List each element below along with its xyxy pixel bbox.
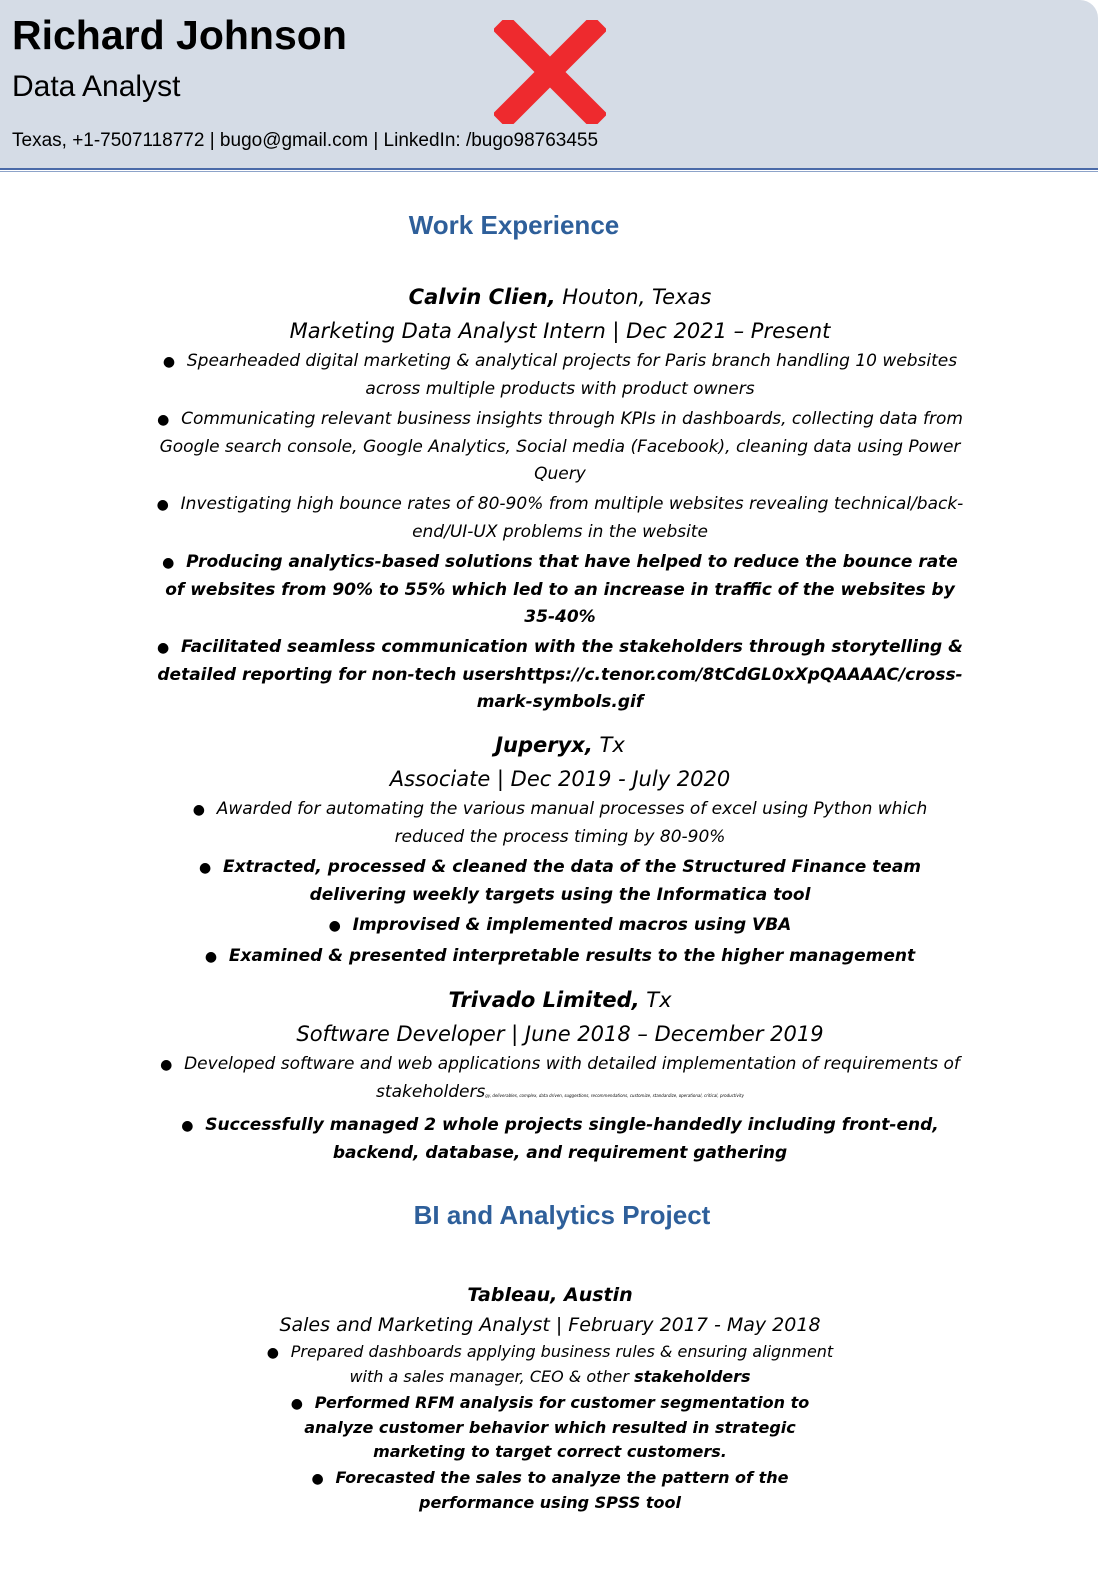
projects-section (250, 1280, 850, 1517)
list-item: ● Facilitated seamless communication with the stakeholders through storytelling & detailed reporting for non-tech usershttps://c.tenor.com/8tCdGL0xXpQAAAAC/cross-mark-symbols.gif (157, 637, 963, 712)
list-item: ● Forecasted the sales to analyze the pattern of the performance using SPSS tool (311, 1468, 789, 1512)
list-item: ● Extracted, processed & cleaned the data of the Structured Finance team delivering weekly targets using the Informatica tool (198, 857, 922, 905)
project-company: Tableau, Austin (467, 1284, 633, 1306)
list-item: ● Communicating relevant business insights through KPIs in dashboards, collecting data from Google search console, Google Analytics, Social media (Facebook), cleaning data using Power Query (157, 409, 963, 484)
job-company-line (150, 280, 970, 314)
list-item: ● Performed RFM analysis for customer segmentation to analyze customer behavior which resulted in strategic marketing to target correct customers. (290, 1393, 810, 1461)
list-item: ● Investigating high bounce rates of 80-90% from multiple websites revealing technical/back-end/UI-UX problems in the website (156, 494, 964, 542)
project-bullets (250, 1340, 850, 1515)
job-company-line (150, 728, 970, 762)
contact-line: Texas, +1-7507118772 | bugo@gmail.com | LinkedIn: /bugo98763455 (12, 130, 599, 151)
job-location: Tx (639, 988, 672, 1012)
list-item: ● Examined & presented interpretable results to the higher management (204, 946, 916, 966)
list-item: ● Successfully managed 2 whole projects single-handedly including front-end, backend, database, and requirement gathering (181, 1115, 939, 1163)
list-item: ● Prepared dashboards applying business rules & ensuring alignment with a sales manager, CEO & other stakeholders (266, 1342, 834, 1386)
work-experience-title: Work Experience (408, 210, 620, 240)
list-item: ● Spearheaded digital marketing & analytical projects for Paris branch handling 10 websites across multiple products with product owners (162, 351, 958, 399)
resume-header (0, 0, 1098, 168)
job-company: Trivado Limited, (448, 988, 640, 1012)
hidden-keywords: gy, deliverables, complex, data driven, suggestions, recommendations, customize, standardize, operational, critical, productivity (485, 1093, 744, 1098)
candidate-name: Richard Johnson (12, 12, 347, 58)
job-company: Calvin Clien, (408, 285, 556, 309)
list-item: ● Awarded for automating the various manual processes of excel using Python which reduced the process timing by 80-90% (192, 799, 928, 847)
cross-mark-icon (494, 20, 606, 124)
list-item: ● Developed software and web applications with detailed implementation of requirements of stakeholdersgy, deliverables, complex, data driven, suggestions, recommendations, customize, standardize, operational, critical, productivity (160, 1054, 960, 1102)
job-bullets (150, 1051, 970, 1167)
job-position: Marketing Data Analyst Intern | Dec 2021 – Present (289, 319, 831, 343)
job-position: Associate | Dec 2019 - July 2020 (389, 767, 731, 791)
header-divider (0, 168, 1098, 172)
job-position: Software Developer | June 2018 – December 2019 (296, 1022, 824, 1046)
candidate-role: Data Analyst (12, 70, 181, 103)
list-item: ● Improvised & implemented macros using VBA (328, 915, 792, 935)
job-bullets (150, 348, 970, 716)
job-location: Houton, Texas (555, 285, 712, 309)
job-bullets (150, 796, 970, 971)
job-company: Juperyx, (495, 733, 593, 757)
job-company-line (150, 983, 970, 1017)
work-experience-section (150, 274, 970, 1170)
project-position: Sales and Marketing Analyst | February 2017 - May 2018 (279, 1314, 821, 1336)
list-item: ● Producing analytics-based solutions that have helped to reduce the bounce rate of websites from 90% to 55% which led to an increase in traffic of the websites by 35-40% (162, 552, 958, 627)
projects-title: BI and Analytics Project (413, 1200, 711, 1230)
job-location: Tx (592, 733, 625, 757)
